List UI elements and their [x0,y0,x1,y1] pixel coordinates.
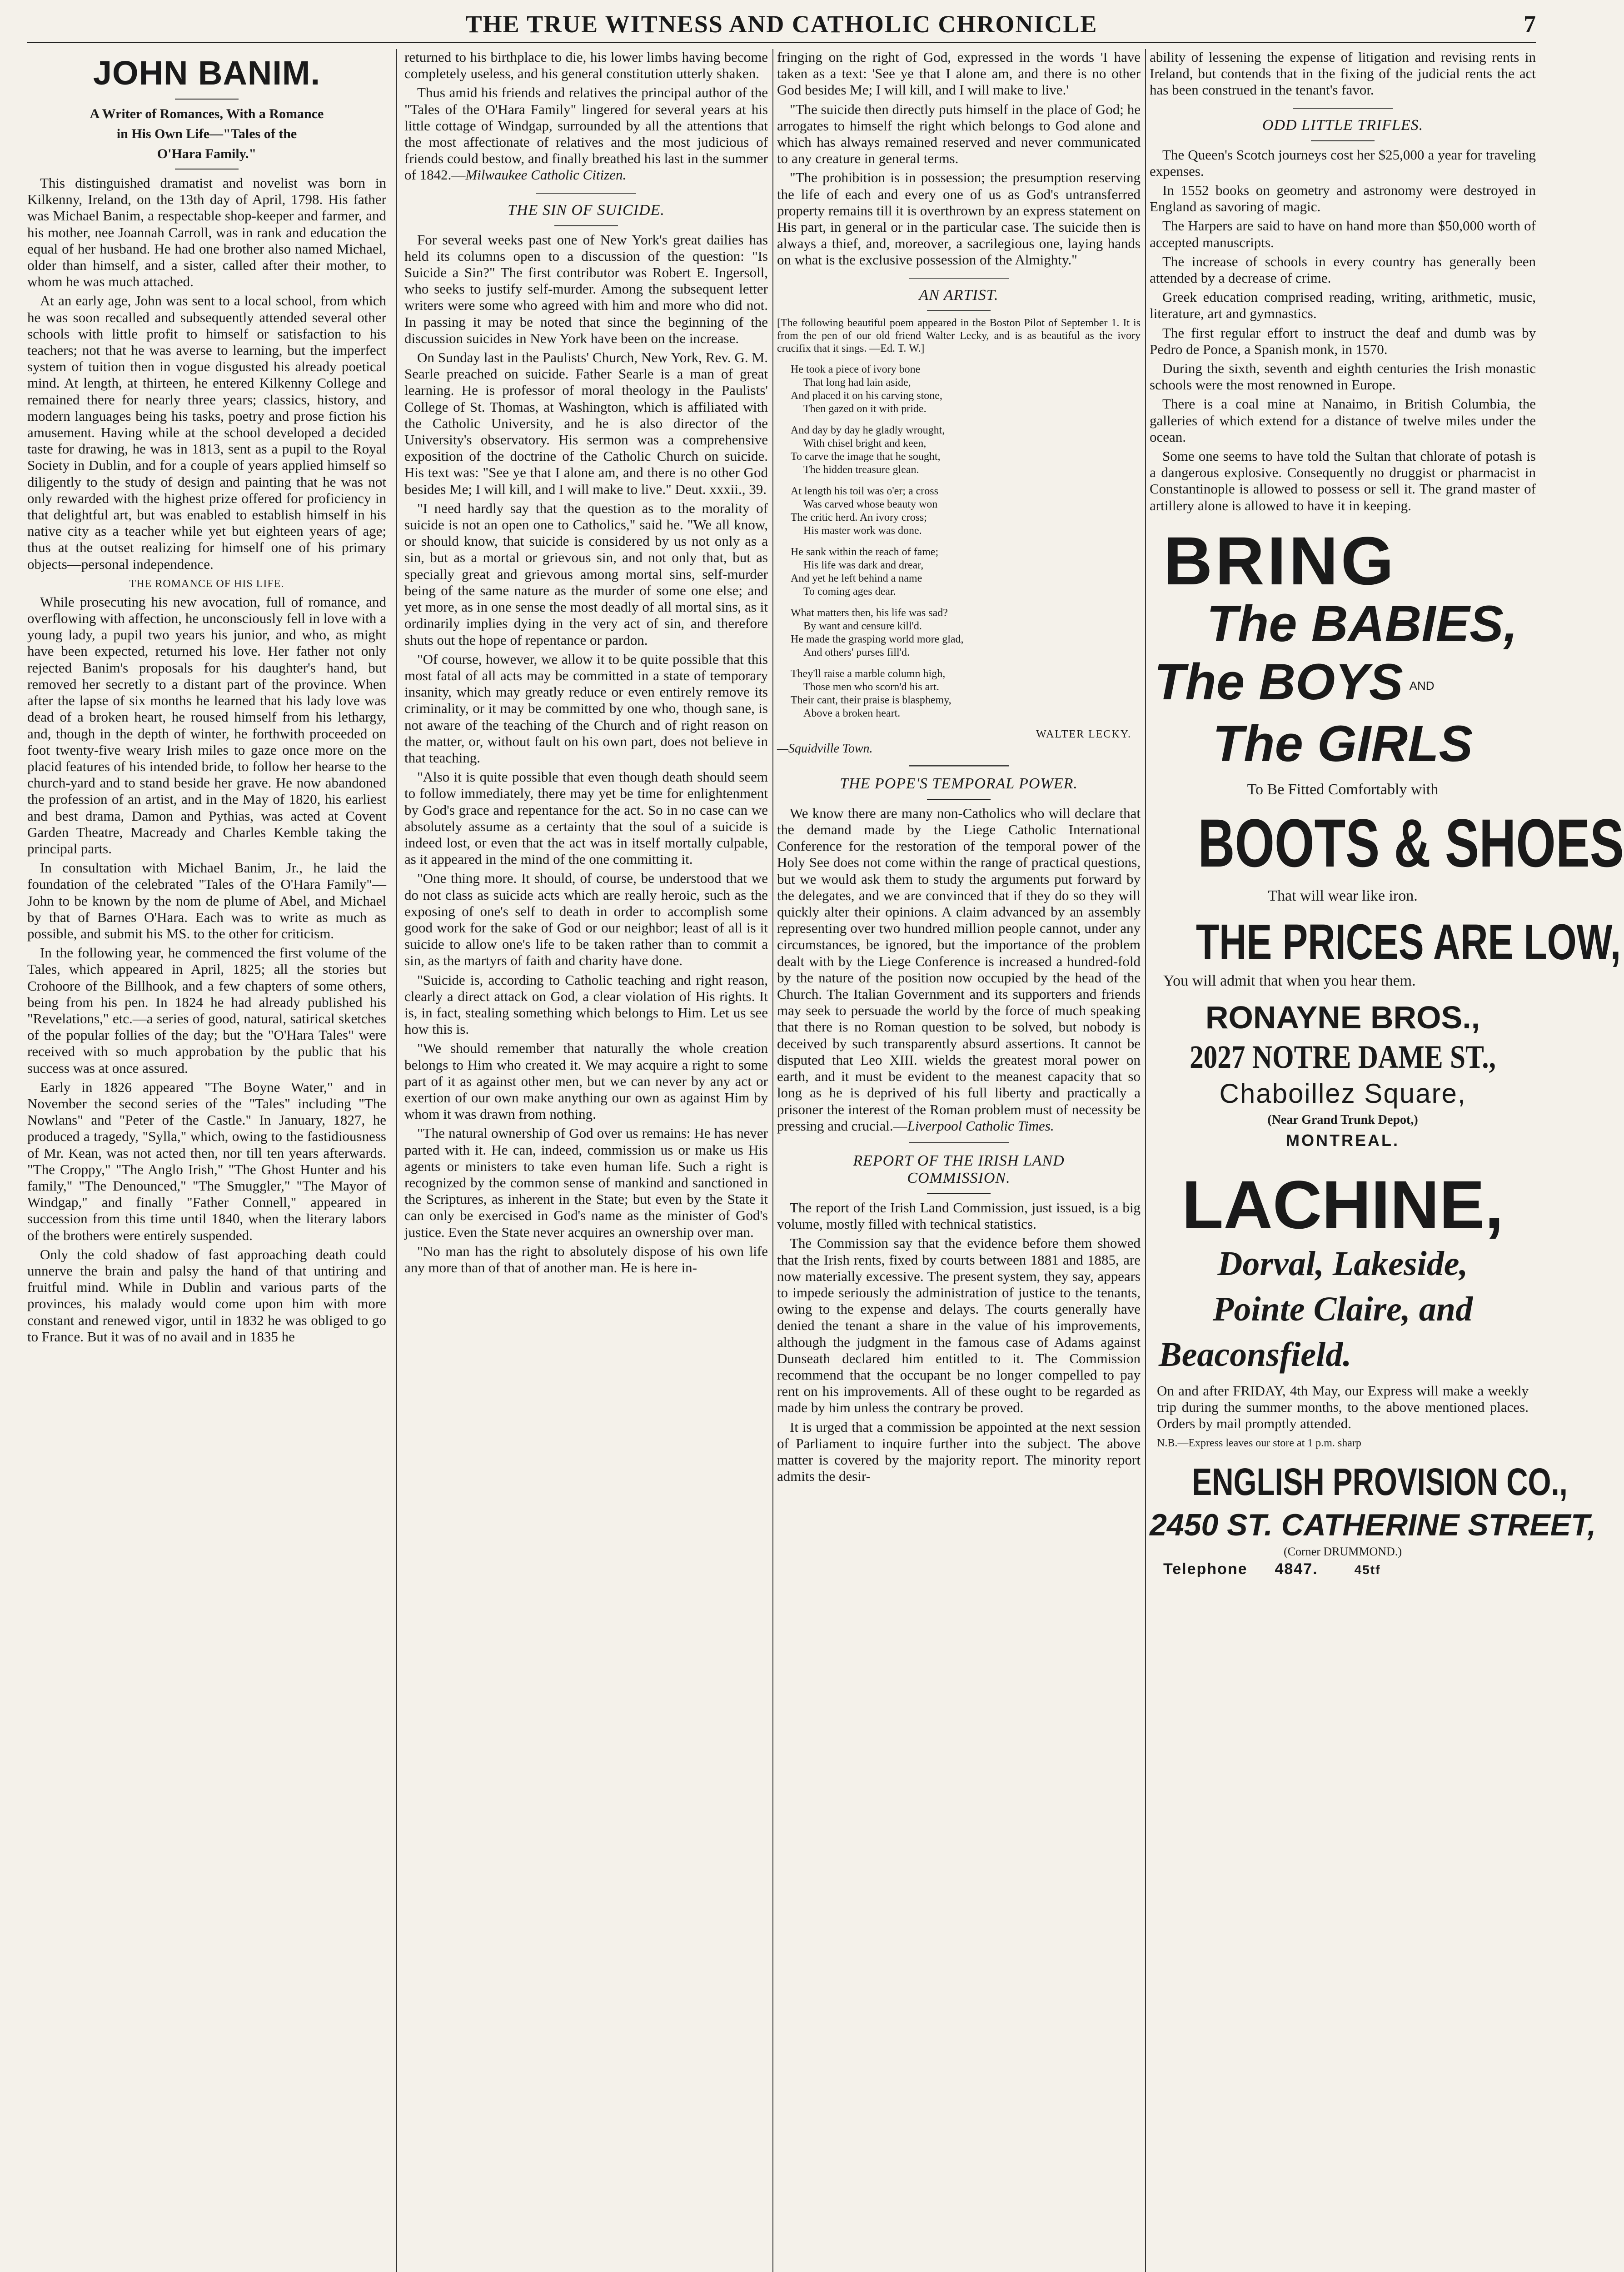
poem-line: Above a broken heart. [803,707,901,719]
column-4 [1150,49,1624,2272]
ronayne-advertisement [1150,522,1624,1150]
trifle-item: The Harpers are said to have on hand more than $50,000 worth of accepted manuscripts. [1150,218,1536,250]
ad-boys [1150,653,1536,715]
ad-beaconsfield: Beaconsfield. [1159,1335,1352,1374]
paragraph: It is urged that a commission be appointed at the next session of Parliament to inquire further into the subject. The above matter is covered by the majority report. The minority report admits the desir- [777,1419,1141,1485]
poem-stanza [791,363,1141,416]
rule [909,1142,1009,1146]
paragraph: "One thing more. It should, of course, be understood that we do not class as suicide acts which are really heroic, such as the exposing of one's self to death in order to accomplish some good work for the sake of God or our neighbor; least of all is it suicide to allow one's life to be taken rather than to commit a sin, as the martyrs of faith and charity have done. [404,870,768,969]
paragraph: "The prohibition is in possession; the presumption reserving the life of each and every one of us as God's untransferred property remains till it is overthrown by an express statement on His part, in general or in the particular case. The suicide then is always a thief, and, moreover, a sacrilegious one, laying hands on what is the exclusive possession of the Almighty." [777,169,1141,268]
poem-line: His life was dark and drear, [803,559,924,571]
poem-line: And day by day he gladly wrought, [791,424,945,436]
deck-line: in His Own Life—"Tales of the [116,126,297,141]
paragraph [404,85,768,183]
paragraph: "We should remember that naturally the whole creation belongs to Him who created it. We may acquire a right to some part of it as against other men, but we can never by any act or exertion of our own make anything our own as against Him by whom it was drawn from nothing. [404,1040,768,1122]
column-divider [772,49,773,2272]
ad-corner: (Corner DRUMMOND.) [1284,1545,1402,1559]
paragraph: "Suicide is, according to Catholic teaching and right reason, clearly a direct attack on God, a clear violation of His rights. It is, in fact, stealing something which belongs to Him. Let us see how this is. [404,972,768,1037]
poem-line: The hidden treasure glean. [803,463,919,476]
ad-ref: 45tf [1354,1563,1381,1577]
poem-stanza [791,485,1141,538]
poem-line: What matters then, his life was sad? [791,607,948,619]
rule [175,99,239,100]
poem-line: Then gazed on it with pride. [803,403,927,415]
poem-line: Those men who scorn'd his art. [803,681,939,693]
english-provision-advertisement [1150,1166,1596,1578]
ad-friday: On and after FRIDAY, 4th May, our Express will make a weekly trip during the summer months, to the above mentioned places. Orders by mail promptly attended. [1157,1383,1529,1432]
poem-line: He sank within the reach of fame; [791,546,939,558]
poem-stanza [791,546,1141,598]
deck-line: A Writer of Romances, With a Romance [90,106,324,121]
telephone-label: Telephone [1163,1560,1248,1578]
rule [1311,140,1375,141]
section-heading: THE ROMANCE OF HIS LIFE. [129,578,284,590]
article-headline-irish-2: COMMISSION. [907,1169,1011,1186]
ad-girls: The GIRLS [1212,715,1473,772]
ad-and: AND [1409,679,1435,693]
poem-line: And placed it on his carving stone, [791,389,942,402]
rule [927,1193,991,1194]
paragraph: The Commission say that the evidence before them showed that the Irish rents, fixed by courts between 1881 and 1885, are now materially excessive. The present system, they say, appears to impede seriously the administration of justice to the tenants, owing to the expense and delays. The courts generally have denied the tenant a share in the value of his improvements, although the judgment in the famous case of Adams against Dunseath declared him entitled to it. The Commission recommend that the occupant be no longer compelled to pay rent on his improvements. All of these ought to be regarded as made by him unless the contrary be proved. [777,1235,1141,1416]
ad-square: Chaboillez Square, [1219,1078,1466,1109]
paragraph: fringing on the right of God, expressed in the words 'I have taken as a text: 'See ye that I alone am, and there is no other God besides Me; I will kill, and I will make to live.' [777,49,1141,98]
article-headline-suicide: THE SIN OF SUICIDE. [508,201,665,219]
ad-lachine: LACHINE, [1181,1166,1504,1243]
newspaper-title: THE TRUE WITNESS AND CATHOLIC CHRONICLE [465,10,1098,38]
paragraph: While prosecuting his new avocation, full of romance, and overflowing with affection, he unconsciously fell in love with a young lady, a pupil two years his junior, and who, as might have been expected, returned his love. Her father not only rejected Banim's proposals for his daughter's hand, but removed her secretly to a distant part of the province. When after the lapse of six months he learned that his lady love was dead of a broken heart, he roused himself from his lethargy, and, though in the depth of winter, he forthwith proceeded on foot twenty-five weary Irish miles to gaze once more on the placid features of his intended bride, to follow her hearse to the church-yard and to stand beside her grave. He now abandoned the profession of an artist, and in the May of 1820, his earliest and best drama, Damon and Pythias, was acted at Covent Garden Theatre, Macready and Charles Kemble taking the principal parts. [27,593,386,857]
paragraph: This distinguished dramatist and novelist was born in Kilkenny, Ireland, on the 13th day of April, 1798. His father was Michael Banim, a respectable shop-keeper and farmer, and his mother, nee Joannah Carroll, was in rank and education the equal of her husband. He had one brother also named Michael, older than himself, and a sister, called after their mother, to whom he was much attached. [27,175,386,290]
column-divider [1145,49,1146,2272]
paragraph-text: We know there are many non-Catholics who will declare that the demand made by the Liege Catholic International Conference for the restoration of the temporal power of the Holy See does not come within the range of practical questions, but we would ask them to study the arguments put forward by the delegates, and we are convinced that if they do so they will quickly alter their opinions. A claim advanced by an assembly representing over two hundred million people cannot, under any circumstances, be ignored, but the importance of the problem dealt with by the Liege Conference is increased a hundred-fold by the nature of the position now occupied by the head of the Church. The Italian Government and its supporters and friends may seek to persuade the world by the force of much speaking that there is no Roman question to be solved, but nobody is deceived by such transparently absurd assertions. It cannot be disputed that Leo XIII. wields the greatest moral power on earth, and it must be evident to the meanest capacity that so long as he is deprived of his full liberty and practically a prisoner the interest of the Roman problem must of necessity be pressing and crucial.— [777,805,1141,1134]
paragraph: The report of the Irish Land Commission, just issued, is a big volume, mostly filled with technical statistics. [777,1199,1141,1232]
trifle-item: Some one seems to have told the Sultan that chlorate of potash is a dangerous explosive. Consequently no druggist or pharmacist in Constantinople is allowed to possess or sell it. The grand master of artillery alone is allowed to have it in keeping. [1150,448,1536,513]
paragraph: "Of course, however, we allow it to be quite possible that this most fatal of all acts may be committed in a state of temporary insanity, which may greatly reduce or even entirely remove its criminality, or it may be committed by one who, though sane, is not aware of the teaching of the Church and of right reason on the matter, or, without fault on his own part, does not believe in that teaching. [404,651,768,766]
poem-line: He made the grasping world more glad, [791,633,964,645]
poem-stanza [791,607,1141,659]
trifle-item: Greek education comprised reading, writing, arithmetic, music, literature, art and gymnastics. [1150,289,1536,322]
source-credit: —Squidville Town. [777,741,873,756]
poem-stanza [791,668,1141,720]
ad-boots-shoes: BOOTS & SHOES [1198,805,1624,882]
poem-line: Their cant, their praise is blasphemy, [791,694,951,706]
paragraph: "The natural ownership of God over us remains: He has never parted with it. He can, indeed, commission us or make us His agents or ministers to take even human life. Such a right is recognized by the common sense of mankind and sanctioned in the Scriptures, as inherent in the State; but even by the State it can only be exercised in God's name as the minister of God's justice. Even the State never acquires an ownership over man. [404,1125,768,1240]
ad-telephone [1150,1560,1536,1578]
poem-stanza [791,424,1141,477]
poem-line: Was carved whose beauty won [803,498,938,510]
column-divider [396,49,397,2272]
rule [909,765,1009,769]
article-headline-banim: JOHN BANIM. [93,54,321,92]
masthead [27,8,1536,40]
paragraph: On Sunday last in the Paulists' Church, New York, Rev. G. M. Searle preached on suicide. Father Searle is a man of great learning. He is professor of moral theology in the Paulists' College of St. Thomas, at Washington, which is affiliated with the Catholic University, and he is also director of the University's observatory. His sermon was a comprehensive exposition of the doctrine of the Catholic Church on suicide. His text was: "See ye that I alone am, and there is no other God besides Me; I will kill, and I will make to live." Deut. xxxii., 39. [404,349,768,497]
ad-montreal: MONTREAL. [1286,1131,1400,1150]
page-number: 7 [1524,10,1536,38]
ad-ronayne: RONAYNE BROS., [1205,1000,1480,1036]
trifle-item: The first regular effort to instruct the deaf and dumb was by Pedro de Ponce, a Spanish monk, in 1570. [1150,324,1536,357]
trifle-item: During the sixth, seventh and eighth centuries the Irish monastic schools were the most renowned in Europe. [1150,360,1536,393]
editor-note: [The following beautiful poem appeared in the Boston Pilot of September 1. It is from the pen of our old friend Walter Lecky, and is as beautiful as the ivory crucifix that it sings. —Ed. T. W.] [777,317,1141,354]
paragraph [777,805,1141,1134]
masthead-rule [27,42,1536,43]
poem-line: And yet he left behind a name [791,572,922,584]
paragraph: "The suicide then directly puts himself in the place of God; he arrogates to himself the right which belongs to God alone and which has always remained reserved and never communicated to any creature in general terms. [777,101,1141,167]
article-headline-pope: THE POPE'S TEMPORAL POWER. [840,775,1078,792]
ad-catherine-street: 2450 ST. CATHERINE STREET, [1150,1508,1596,1543]
paragraph: Only the cold shadow of fast approaching death could unnerve the brain and palsy the hand of that untiring and fruitful mind. While in Dublin and various parts of the provinces, his malady would come upon him with more constant and renewed vigor, until in 1832 he was obliged to go to France. But it was of no avail and in 1835 he [27,1246,386,1345]
poem-line: And others' purses fill'd. [803,646,910,658]
ad-address: 2027 NOTRE DAME ST., [1190,1039,1496,1076]
source-credit: Liverpool Catholic Times. [907,1117,1054,1134]
ad-english-provision: ENGLISH PROVISION CO., [1192,1460,1568,1504]
ad-fitted: To Be Fitted Comfortably with [1247,781,1439,798]
poem-line: They'll raise a marble column high, [791,668,946,680]
ad-admit: You will admit that when you hear them. [1163,972,1416,990]
trifle-item: The increase of schools in every country has generally been attended by a decrease of crime. [1150,253,1536,286]
rule [536,192,636,195]
ad-dorval: Dorval, Lakeside, [1217,1245,1468,1283]
paragraph: ability of lessening the expense of litigation and revising rents in Ireland, but contends that in the fixing of the judicial rents the act has been construed in the tenant's favor. [1150,49,1536,98]
poem-line: His master work was done. [803,524,922,537]
source-credit: Milwaukee Catholic Citizen. [465,167,627,183]
poem-signature: WALTER LECKY. [1036,728,1131,740]
poem-line: At length his toil was o'er; a cross [791,485,938,497]
paragraph-text: Thus amid his friends and relatives the principal author of the "Tales of the O'Hara Family" lingered for several years at his little cottage of Windgap, surrounded by all the attentions that the most affectionate of relatives and the most judicious of friends could bestow, and finally breathed his last in the summer of 1842.— [404,85,768,183]
poem-line: He took a piece of ivory bone [791,363,921,375]
paragraph: At an early age, John was sent to a local school, from which he was soon recalled and subsequently attended several other schools with little profit to himself or satisfaction to his teachers; not that he was averse to learning, but the imperfect system of tuition then in vogue disgusted his already poetical mind. At length, at thirteen, he entered Kilkenny College and remained there for nearly three years; classics, history, and modern languages being his tasks, poetry and prose fiction his amusement. Having while at the school developed a decided taste for drawing, he was in 1813, sent as a pupil to the Royal Society in Dublin, and for a couple of years applied himself so diligently to the study of design and painting that he was not only rewarded with the highest prize offered for proficiency in that delightful art, but was enabled to establish himself in his native city as a teacher while yet but eighteen years of age; thus at the outset realizing for himself one of his primary objects—personal independence. [27,293,386,572]
paragraph: "I need hardly say that the question as to the morality of suicide is not an open one to Catholics," said he. "We all know, or should know, that suicide is considered by us not only as a sin, but as a mortal or grievous sin, and not only that, but as specially great and grievous among mortal sins, self-murder being of the same nature as the murder of some one else; and yet more, as in one sense the most deadly of all mortal sins, as it ordinarily implies dying in the very act of sin, and therefore shuts out the hope of repentance or pardon. [404,500,768,648]
ad-wear: That will wear like iron. [1268,887,1418,905]
rule [927,310,991,311]
column-1 [27,49,386,2272]
column-3 [777,49,1141,2272]
rule [1293,107,1393,110]
paragraph: Early in 1826 appeared "The Boyne Water," and in November the second series of the "Tales" including "The Nowlans" and "Peter of the Castle." In January, 1827, he produced a tragedy, "Sylla," which, owing to the fastidiousness of Mr. Kean, was not acted then, nor till ten years afterwards. "The Croppy," "The Anglo Irish," "The Ghost Hunter and his family," "The Denounced," "The Smuggler," "The Mayor of Windgap," and finally "Father Connell," appeared in succession from this time until 1840, when the literary labors of the brothers were entirely suspended. [27,1079,386,1243]
column-2 [404,49,768,2272]
paragraph: For several weeks past one of New York's great dailies has held its columns open to a discussion of the question: "Is Suicide a Sin?" The first contributor was Robert E. Ingersoll, who seeks to justify self-murder. Among the subsequent letter writers were some who agreed with him and more who did not. In passing it may be noted that since the beginning of the discussion suicides in New York have been on the increase. [404,231,768,346]
rule [927,799,991,800]
rule [909,277,1009,280]
article-headline-irish: REPORT OF THE IRISH LAND [853,1152,1065,1169]
ad-boys-text: The BOYS [1154,653,1403,710]
poem-line: To carve the image that he sought, [791,450,941,463]
poem-line: That long had lain aside, [803,376,911,389]
telephone-number: 4847. [1275,1560,1318,1578]
ad-prices: THE PRICES ARE LOW, [1196,914,1621,971]
paragraph: "Also it is quite possible that even though death should seem to follow immediately, there may yet be time for enlightenment by God's grace and repentance for the act. So in no case can we absolutely assume as a certainty that the soul of a suicide is indeed lost, or even that the act was in itself mortally culpable, as it appeared in the mind of the one committing it. [404,769,768,867]
ad-pointe: Pointe Claire, and [1212,1290,1473,1329]
paragraph: returned to his birthplace to die, his lower limbs having become completely useless, and his general constitution utterly shaken. [404,49,768,82]
paragraph: In the following year, he commenced the first volume of the Tales, which appeared in April, 1825; all the stories but Crohoore of the Billhook, and a few chapters of some others, being from his pen. In 1824 he had already published his "Revelations," etc.—a series of good, natural, satirical sketches of the popular follies of the day; but the "O'Hara Tales" were received with so much approbation by the public that his success was at once assured. [27,945,386,1076]
trifle-item: There is a coal mine at Nanaimo, in British Columbia, the galleries of which extend for a distance of twelve miles under the ocean. [1150,396,1536,445]
poem-line: The critic herd. An ivory cross; [791,511,927,523]
article-headline-trifles: ODD LITTLE TRIFLES. [1262,116,1424,134]
paragraph: In consultation with Michael Banim, Jr., he laid the foundation of the celebrated "Tales of the O'Hara Family"—John to be known by the nom de plume of Abel, and Michael by that of Barnes O'Hara. Each was to write as much as possible, and submit his MS. to the other for criticism. [27,860,386,942]
article-headline-artist: AN ARTIST. [919,286,999,304]
poem-line: To coming ages dear. [803,585,896,598]
ad-nb: N.B.—Express leaves our store at 1 p.m. sharp [1157,1437,1361,1450]
poem-line: By want and censure kill'd. [803,620,922,632]
trifle-item: In 1552 books on geometry and astronomy were destroyed in England as savoring of magic. [1150,182,1536,215]
paragraph: "No man has the right to absolutely dispose of his own life any more than of that of another man. He is here in- [404,1243,768,1276]
poem-line: With chisel bright and keen, [803,437,927,449]
ad-bring: BRING [1163,522,1397,599]
rule [554,225,618,226]
ad-near: (Near Grand Trunk Depot,) [1267,1113,1418,1127]
trifle-item: The Queen's Scotch journeys cost her $25,000 a year for traveling expenses. [1150,146,1536,179]
deck-line: O'Hara Family." [157,146,257,161]
ad-babies: The BABIES, [1206,595,1518,652]
